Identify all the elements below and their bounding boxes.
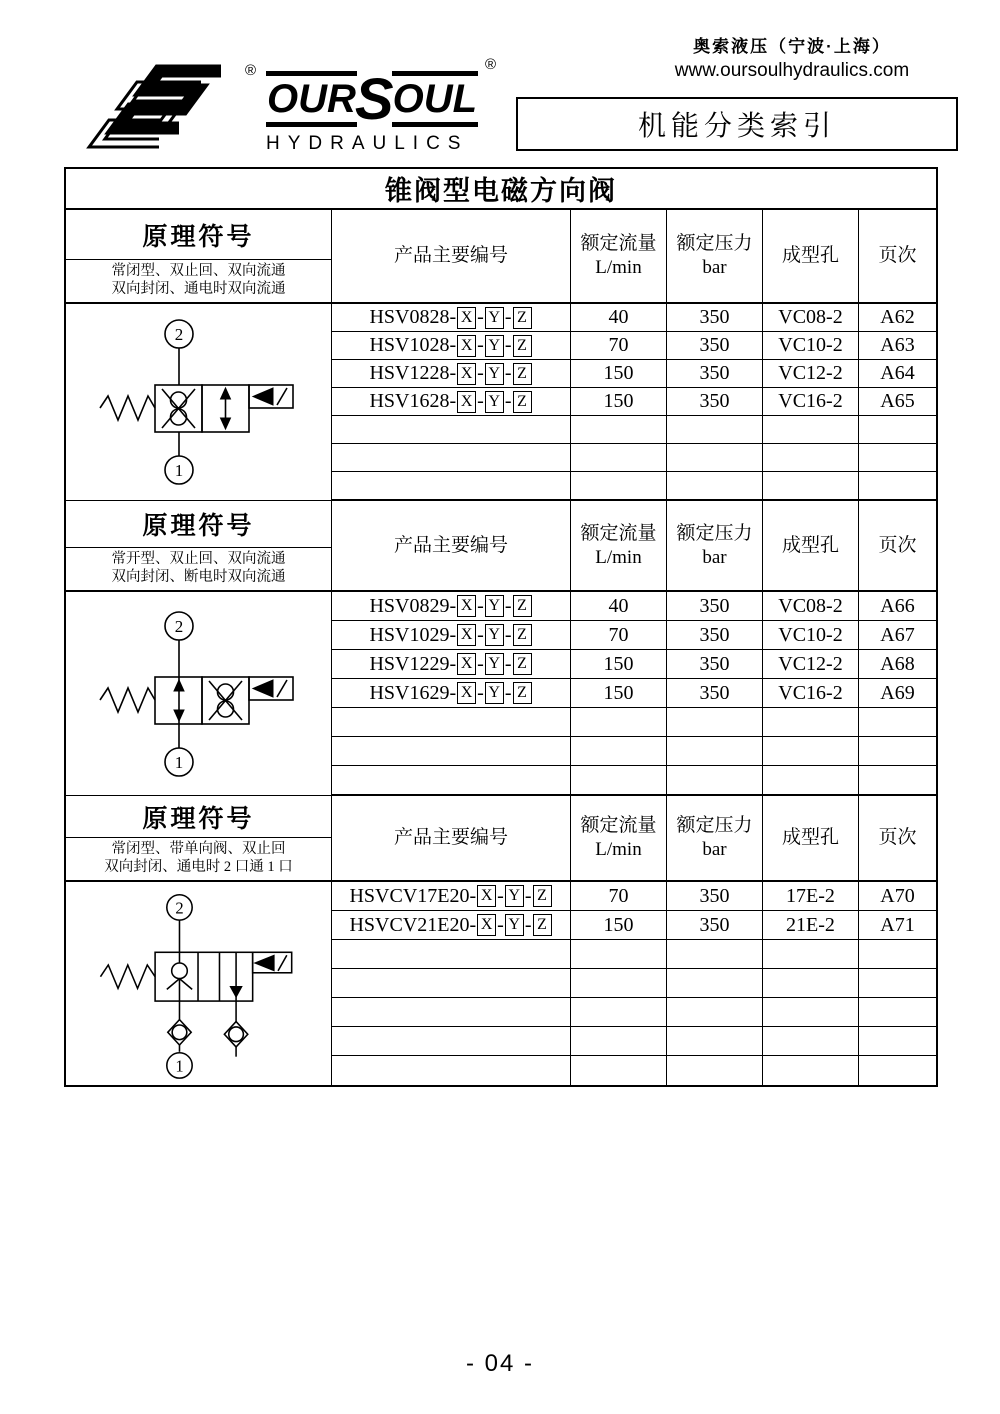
model-number: HSV1629- X - Y - Z xyxy=(332,679,571,707)
empty-cell xyxy=(332,416,571,443)
svg-text:2: 2 xyxy=(174,325,183,344)
code-box: X xyxy=(457,391,476,413)
section-header-row xyxy=(66,501,936,592)
empty-cell xyxy=(859,1027,936,1055)
valve-symbol-diagram-3 xyxy=(66,882,332,1085)
pressure-value: 350 xyxy=(667,360,763,387)
valve-schematic-icon xyxy=(74,599,324,789)
code-box: Y xyxy=(485,682,504,704)
flow-value: 150 xyxy=(571,360,667,387)
empty-cell xyxy=(763,1056,859,1085)
code-box: X xyxy=(477,914,496,936)
empty-cell xyxy=(571,766,667,794)
cavity-value: VC10-2 xyxy=(763,621,859,649)
logo-mark xyxy=(80,62,256,164)
empty-cell xyxy=(667,416,763,443)
symbol-header-title: 原理符号 xyxy=(66,501,331,548)
port-2-label xyxy=(165,320,193,348)
empty-cell xyxy=(332,444,571,471)
code-box: Z xyxy=(513,391,532,413)
empty-cell xyxy=(571,708,667,736)
empty-cell xyxy=(332,1056,571,1085)
code-box: X xyxy=(457,653,476,675)
symbol-subtitle: 常闭型、双止回、双向流通 双向封闭、通电时双向流通 xyxy=(111,263,286,297)
pressure-value: 350 xyxy=(667,911,763,939)
code-box: Y xyxy=(485,335,504,357)
model-number: HSV0828- X - Y - Z xyxy=(332,304,571,331)
code-box: X xyxy=(477,885,496,907)
empty-cell xyxy=(763,708,859,736)
empty-cell xyxy=(763,737,859,765)
port-2-label xyxy=(166,894,191,919)
page-ref: A68 xyxy=(880,652,915,675)
port-2-label xyxy=(165,612,193,640)
empty-cell xyxy=(332,969,571,997)
code-box: Z xyxy=(513,307,532,329)
empty-cell xyxy=(763,969,859,997)
index-title: 机能分类索引 xyxy=(637,111,836,142)
column-header-page: 页次 xyxy=(878,245,917,267)
empty-cell xyxy=(667,766,763,794)
symbol-header-title: 原理符号 xyxy=(66,796,331,838)
empty-cell xyxy=(332,1027,571,1055)
model-number: HSV1228- X - Y - Z xyxy=(332,360,571,387)
empty-cell xyxy=(763,998,859,1026)
port-1-label xyxy=(165,456,193,484)
valve-section-1 xyxy=(66,210,936,500)
empty-row xyxy=(332,737,936,766)
brand-subtitle: HYDRAULICS xyxy=(266,133,469,154)
empty-cell xyxy=(571,998,667,1026)
valve-schematic-icon xyxy=(74,307,324,497)
table-row xyxy=(332,679,936,708)
empty-cell xyxy=(763,940,859,968)
empty-cell xyxy=(667,969,763,997)
flow-value: 70 xyxy=(571,882,667,910)
section-rows xyxy=(332,592,936,795)
table-row xyxy=(332,360,936,388)
symbol-header-cell xyxy=(66,210,332,302)
empty-cell xyxy=(763,444,859,471)
empty-cell xyxy=(763,766,859,794)
valve-section-3 xyxy=(66,795,936,1085)
brand-part: S xyxy=(354,67,394,132)
company-website: www.oursoulhydraulics.com xyxy=(674,60,910,81)
empty-cell xyxy=(571,737,667,765)
poppet-check-icon xyxy=(166,952,191,1001)
empty-cell xyxy=(859,708,936,736)
code-box: Y xyxy=(485,363,504,385)
empty-cell xyxy=(859,737,936,765)
code-box: X xyxy=(457,363,476,385)
company-info xyxy=(618,32,966,82)
empty-row xyxy=(332,940,936,969)
catalog-table xyxy=(64,167,938,1087)
symbol-header-title: 原理符号 xyxy=(66,210,331,260)
page-ref: A63 xyxy=(880,334,915,356)
empty-cell xyxy=(859,444,936,471)
section-rows xyxy=(332,304,936,500)
empty-cell xyxy=(332,708,571,736)
empty-cell xyxy=(667,940,763,968)
pressure-value: 350 xyxy=(667,592,763,620)
empty-cell xyxy=(571,940,667,968)
empty-cell xyxy=(667,444,763,471)
code-box: Y xyxy=(485,595,504,617)
empty-cell xyxy=(667,1056,763,1085)
empty-row xyxy=(332,444,936,472)
svg-text:2: 2 xyxy=(174,897,184,917)
table-row xyxy=(332,650,936,679)
column-header-pressure: 额定压力 bar xyxy=(667,501,763,590)
table-row xyxy=(332,332,936,360)
column-header-page: 页次 xyxy=(878,534,917,556)
table-row xyxy=(332,304,936,332)
symbol-subtitle: 常闭型、带单向阀、双止回 双向封闭、通电时 2 口通 1 口 xyxy=(104,841,293,875)
empty-cell xyxy=(332,737,571,765)
column-header-cavity: 成型孔 xyxy=(763,210,859,302)
empty-cell xyxy=(763,1027,859,1055)
svg-text:1: 1 xyxy=(174,752,183,772)
port-1-label xyxy=(166,1052,191,1077)
port-1-label xyxy=(165,748,193,776)
company-logo xyxy=(80,56,497,164)
code-box: Y xyxy=(505,885,524,907)
column-header-flow: 额定流量 L/min xyxy=(571,796,667,880)
empty-cell xyxy=(571,416,667,443)
page-ref: A69 xyxy=(880,681,915,704)
cavity-value: VC10-2 xyxy=(763,332,859,359)
cavity-value: VC12-2 xyxy=(763,360,859,387)
model-number: HSV0829- X - Y - Z xyxy=(332,592,571,620)
down-flow-icon xyxy=(230,952,242,1001)
table-row xyxy=(332,388,936,416)
code-box: Z xyxy=(513,595,532,617)
flow-value: 150 xyxy=(571,679,667,707)
code-box: Z xyxy=(533,885,552,907)
brand-part: OUL xyxy=(392,71,478,127)
code-box: X xyxy=(457,595,476,617)
logotype xyxy=(266,56,497,155)
svg-text:1: 1 xyxy=(174,1055,184,1075)
empty-row xyxy=(332,1027,936,1056)
empty-cell xyxy=(859,766,936,794)
section-body xyxy=(66,304,936,500)
double-check-icon xyxy=(162,389,195,428)
empty-row xyxy=(332,969,936,998)
flow-value: 40 xyxy=(571,304,667,331)
page-ref: A71 xyxy=(880,913,915,936)
valve-schematic-icon xyxy=(74,884,324,1084)
svg-text:1: 1 xyxy=(174,461,183,480)
empty-row xyxy=(332,472,936,500)
solenoid-icon xyxy=(252,952,291,972)
code-box: Z xyxy=(513,682,532,704)
column-header-flow: 额定流量 L/min xyxy=(571,210,667,302)
empty-cell xyxy=(859,998,936,1026)
check-valve-icon xyxy=(224,1001,247,1057)
code-box: Z xyxy=(513,653,532,675)
empty-row xyxy=(332,766,936,795)
pressure-value: 350 xyxy=(667,332,763,359)
model-number: HSV1029- X - Y - Z xyxy=(332,621,571,649)
pressure-value: 350 xyxy=(667,388,763,415)
symbol-header-cell xyxy=(66,501,332,590)
code-box: Z xyxy=(513,335,532,357)
flow-value: 150 xyxy=(571,911,667,939)
column-header-product: 产品主要编号 xyxy=(332,210,571,302)
empty-cell xyxy=(571,472,667,499)
model-number: HSVCV17E20- X - Y - Z xyxy=(332,882,571,910)
empty-cell xyxy=(571,444,667,471)
empty-cell xyxy=(332,472,571,499)
empty-cell xyxy=(667,472,763,499)
code-box: X xyxy=(457,335,476,357)
double-check-icon xyxy=(209,681,242,720)
empty-row xyxy=(332,1056,936,1085)
cavity-value: VC08-2 xyxy=(763,592,859,620)
empty-cell xyxy=(859,472,936,499)
symbol-header-cell xyxy=(66,796,332,880)
column-header-product: 产品主要编号 xyxy=(332,796,571,880)
flow-value: 70 xyxy=(571,332,667,359)
spring-icon xyxy=(100,396,155,420)
empty-cell xyxy=(571,969,667,997)
flow-value: 150 xyxy=(571,650,667,678)
section-header-row xyxy=(66,796,936,882)
check-valve-icon xyxy=(167,1001,190,1045)
registered-mark-icon: ® xyxy=(484,56,497,73)
function-index-title-box xyxy=(516,97,958,151)
solenoid-icon xyxy=(249,677,293,700)
empty-row xyxy=(332,416,936,444)
code-box: Z xyxy=(513,363,532,385)
page-ref: A66 xyxy=(880,594,915,617)
two-way-flow-icon xyxy=(174,677,184,724)
empty-cell xyxy=(332,766,571,794)
section-rows xyxy=(332,882,936,1085)
spring-icon xyxy=(100,964,155,987)
model-number: HSVCV21E20- X - Y - Z xyxy=(332,911,571,939)
code-box: X xyxy=(457,307,476,329)
empty-cell xyxy=(667,998,763,1026)
empty-cell xyxy=(571,1056,667,1085)
cavity-value: VC16-2 xyxy=(763,679,859,707)
empty-cell xyxy=(859,416,936,443)
cavity-value: VC12-2 xyxy=(763,650,859,678)
column-header-page: 页次 xyxy=(878,827,917,849)
valve-symbol-diagram-1 xyxy=(66,304,332,500)
logo-s-mark-icon xyxy=(80,64,250,164)
flow-value: 40 xyxy=(571,592,667,620)
section-body xyxy=(66,882,936,1085)
model-number: HSV1229- X - Y - Z xyxy=(332,650,571,678)
table-row xyxy=(332,882,936,911)
section-header-row xyxy=(66,210,936,304)
brand-name xyxy=(266,67,478,132)
code-box: Z xyxy=(513,624,532,646)
code-box: Z xyxy=(533,914,552,936)
flow-value: 70 xyxy=(571,621,667,649)
registered-mark-icon: ® xyxy=(244,62,256,79)
page-ref: A62 xyxy=(880,306,915,328)
svg-text:2: 2 xyxy=(174,616,183,636)
page-ref: A64 xyxy=(880,362,915,384)
spring-icon xyxy=(100,688,155,712)
column-header-product: 产品主要编号 xyxy=(332,501,571,590)
cavity-value: 17E-2 xyxy=(763,882,859,910)
empty-cell xyxy=(571,1027,667,1055)
column-header-pressure: 额定压力 bar xyxy=(667,796,763,880)
solenoid-icon xyxy=(249,385,293,408)
empty-cell xyxy=(859,1056,936,1085)
table-row xyxy=(332,592,936,621)
table-row xyxy=(332,621,936,650)
cavity-value: VC08-2 xyxy=(763,304,859,331)
code-box: X xyxy=(457,682,476,704)
pressure-value: 350 xyxy=(667,679,763,707)
code-box: Y xyxy=(485,307,504,329)
page-number: - 04 - xyxy=(465,1350,534,1377)
empty-row xyxy=(332,708,936,737)
code-box: Y xyxy=(505,914,524,936)
page-ref: A65 xyxy=(880,390,915,412)
pressure-value: 350 xyxy=(667,621,763,649)
two-way-flow-icon xyxy=(220,388,230,429)
table-row xyxy=(332,911,936,940)
column-header-flow: 额定流量 L/min xyxy=(571,501,667,590)
section-body xyxy=(66,592,936,795)
model-number: HSV1028- X - Y - Z xyxy=(332,332,571,359)
brand-part: OUR xyxy=(266,71,357,127)
empty-cell xyxy=(763,472,859,499)
column-header-pressure: 额定压力 bar xyxy=(667,210,763,302)
table-title: 锥阀型电磁方向阀 xyxy=(66,169,936,210)
model-number: HSV1628- X - Y - Z xyxy=(332,388,571,415)
page-ref: A67 xyxy=(880,623,915,646)
code-box: Y xyxy=(485,624,504,646)
column-header-cavity: 成型孔 xyxy=(763,796,859,880)
empty-cell xyxy=(667,1027,763,1055)
empty-cell xyxy=(859,969,936,997)
flow-value: 150 xyxy=(571,388,667,415)
page-ref: A70 xyxy=(880,884,915,907)
empty-row xyxy=(332,998,936,1027)
empty-cell xyxy=(667,708,763,736)
code-box: X xyxy=(457,624,476,646)
empty-cell xyxy=(667,737,763,765)
pressure-value: 350 xyxy=(667,882,763,910)
valve-symbol-diagram-2 xyxy=(66,592,332,795)
valve-section-2 xyxy=(66,500,936,795)
cavity-value: 21E-2 xyxy=(763,911,859,939)
column-header-cavity: 成型孔 xyxy=(763,501,859,590)
empty-cell xyxy=(332,940,571,968)
symbol-subtitle: 常开型、双止回、双向流通 双向封闭、断电时双向流通 xyxy=(111,551,286,585)
cavity-value: VC16-2 xyxy=(763,388,859,415)
pressure-value: 350 xyxy=(667,650,763,678)
pressure-value: 350 xyxy=(667,304,763,331)
empty-cell xyxy=(332,998,571,1026)
empty-cell xyxy=(763,416,859,443)
code-box: Y xyxy=(485,653,504,675)
code-box: Y xyxy=(485,391,504,413)
company-name: 奥索液压（宁波·上海） xyxy=(693,37,891,56)
empty-cell xyxy=(859,940,936,968)
